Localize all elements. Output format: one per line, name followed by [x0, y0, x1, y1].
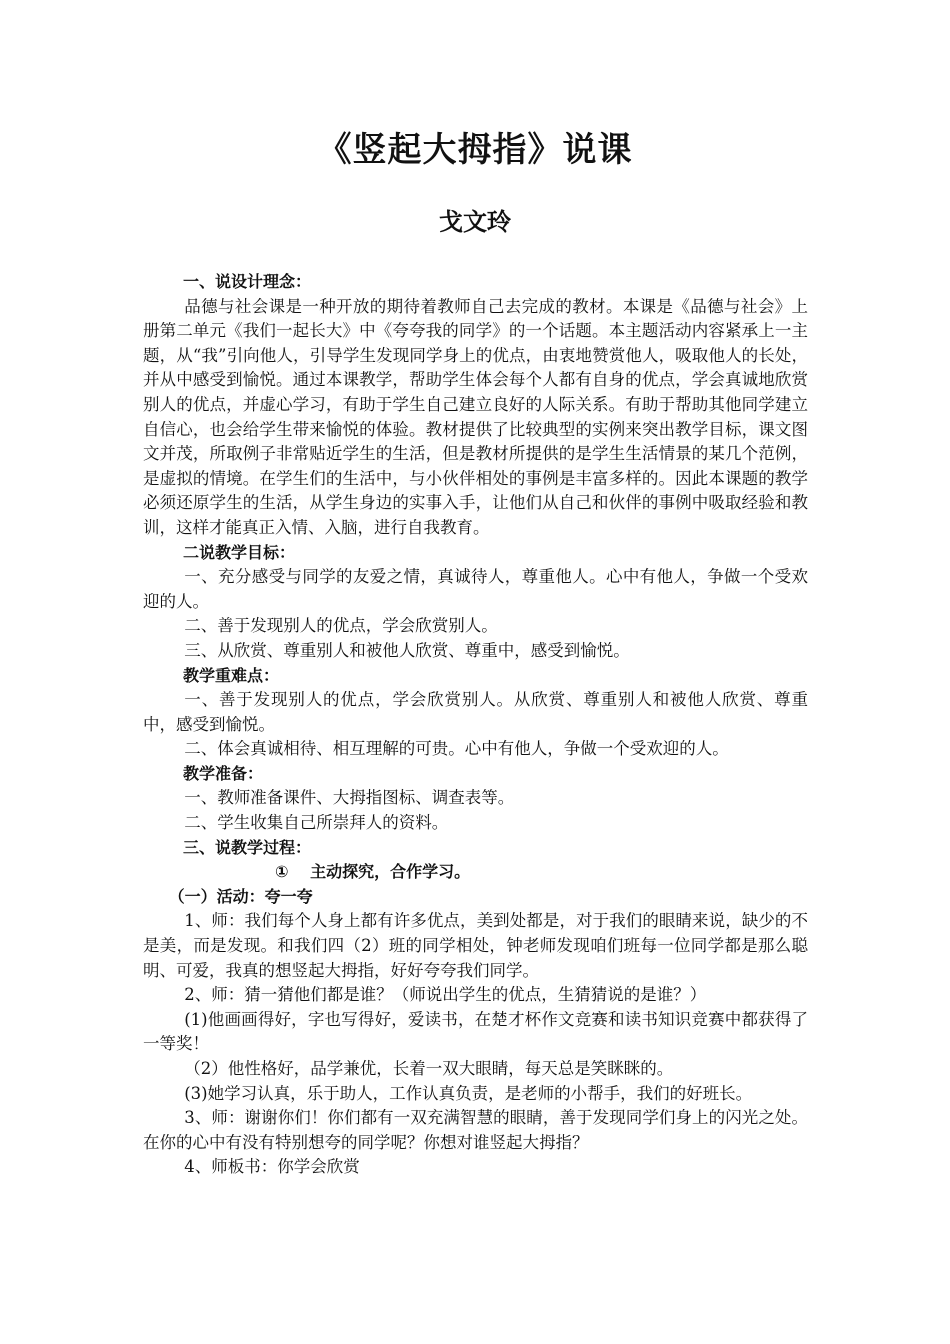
- body-paragraph: 二、学生收集自己所崇拜人的资料。: [184, 813, 449, 833]
- document-title: 《竖起大拇指》说课: [317, 130, 633, 170]
- body-paragraph: 2、师：猜一猜他们都是谁？（师说出学生的优点，生猜猜说的是谁？）: [184, 985, 707, 1005]
- activity-heading: （一）活动：夸一夸: [168, 886, 313, 906]
- section-heading: 教学重难点：: [183, 665, 280, 685]
- body-paragraph: (1)他画画得好，字也写得好，爱读书，在楚才杯作文竞赛和读书知识竞赛中都获得了一等奖！: [143, 1009, 808, 1054]
- section-heading: 二说教学目标：: [183, 542, 296, 562]
- body-paragraph: 3、师：谢谢你们！你们都有一双充满智慧的眼睛，善于发现同学们身上的闪光之处。在你的心中有没有特别想夸的同学呢？你想对谁竖起大拇指？: [143, 1108, 808, 1152]
- section-heading: 三、说教学过程：: [183, 837, 312, 857]
- body-paragraph: 一、教师准备课件、大拇指图标、调查表等。: [184, 788, 515, 808]
- body-paragraph: (3)她学习认真，乐于助人，工作认真负责，是老师的小帮手，我们的好班长。: [184, 1083, 753, 1103]
- body-paragraph: 品德与社会课是一种开放的期待着教师自己去完成的教材。本课是《品德与社会》上册第二单元《我们一起长大》中《夸夸我的同学》的一个话题。本主题活动内容紧承上一主题，从“我”引向他人，引导学生发现同学身上的优点，由衷地赞赏他人，吸取他人的长处，并从中感受到愉悦。通过本课教学，帮助学生体会每个人都有自身的优点，学会真诚地欣赏别人的优点，并虚心学习，有助于学生自己建立良好的人际关系。有助于帮助其他同学建立自信心，也会给学生带来愉悦的体验。教材提供了比较典型的实例来突出教学目标，课文图文并茂，所取例子非常贴近学生的生活，但是教材所提供的是学生生活情景的某几个范例，是虚拟的情境。在学生们的生活中，与小伙伴相处的事例是丰富多样的。因此本课题的教学必须还原学生的生活，从学生身边的实事入手，让他们从自己和伙伴的事例中吸取经验和教训，这样才能真正入情、入脑，进行自我教育。: [143, 296, 808, 537]
- body-paragraph: 三、从欣赏、尊重别人和被他人欣赏、尊重中，感受到愉悦。: [184, 640, 630, 660]
- body-paragraph: 一、善于发现别人的优点，学会欣赏别人。从欣赏、尊重别人和被他人欣赏、尊重中，感受到愉悦。: [143, 690, 808, 734]
- body-paragraph: 1、师：我们每个人身上都有许多优点，美到处都是，对于我们的眼睛来说，缺少的不是美，而是发现。和我们四（2）班的同学相处，钟老师发现咱们班每一位同学都是那么聪明、可爱，我真的想竖起大拇指，好好夸夸我们同学。: [143, 911, 808, 980]
- section-heading: 教学准备：: [183, 763, 264, 783]
- step-heading: ① 主动探究，合作学习。: [275, 862, 471, 882]
- section-heading: 一、说设计理念：: [183, 272, 312, 291]
- body-paragraph: 二、体会真诚相待、相互理解的可贵。心中有他人，争做一个受欢迎的人。: [184, 739, 729, 759]
- body-paragraph: （2）他性格好，品学兼优，长着一双大眼睛，每天总是笑眯眯的。: [184, 1059, 674, 1078]
- body-paragraph: 一、充分感受与同学的友爱之情，真诚待人，尊重他人。心中有他人，争做一个受欢迎的人。: [143, 567, 808, 611]
- body-paragraph: 4、师板书：你学会欣赏: [184, 1157, 360, 1177]
- document-author: 戈文玲: [439, 208, 511, 236]
- document-body: [143, 270, 808, 1180]
- body-paragraph: 二、善于发现别人的优点，学会欣赏别人。: [184, 616, 498, 636]
